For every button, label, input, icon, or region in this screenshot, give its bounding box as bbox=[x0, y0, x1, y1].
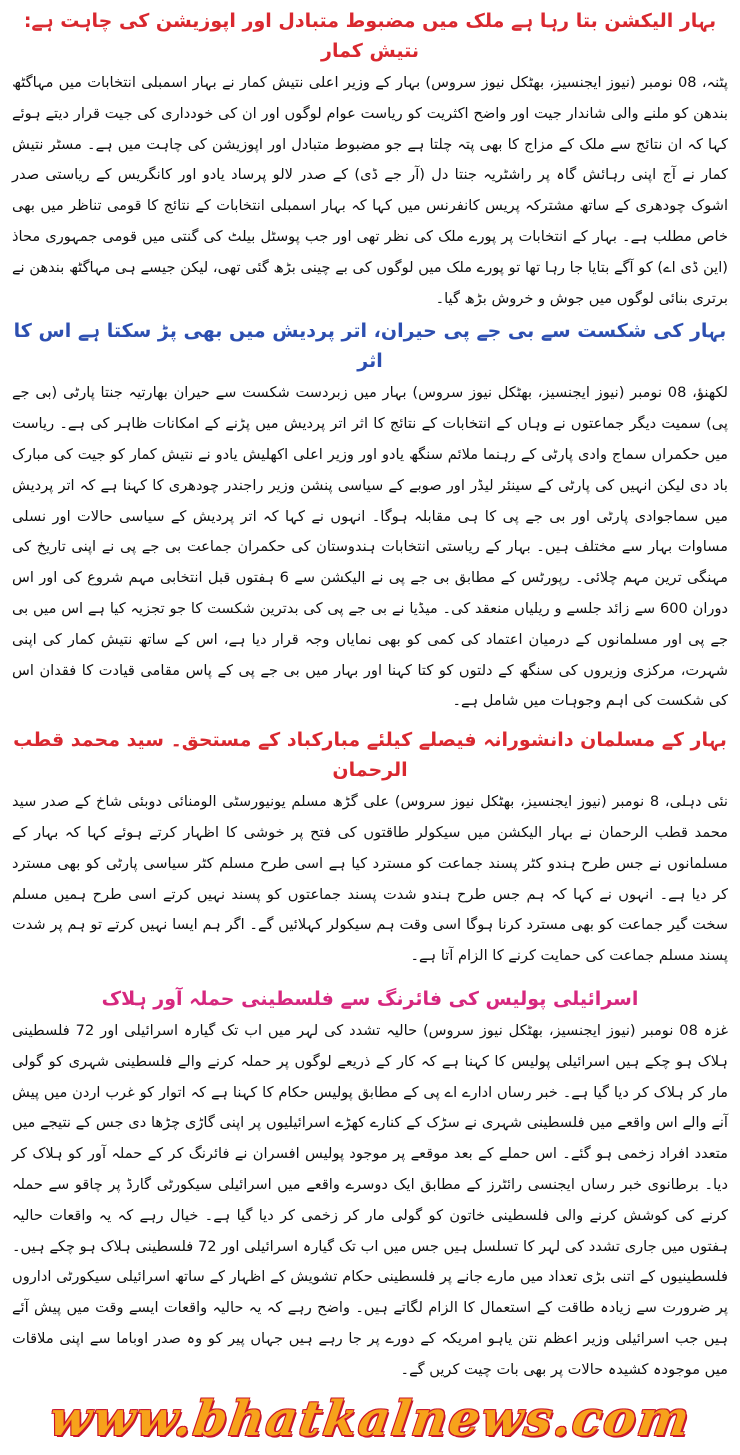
article-bihar-muslims bbox=[12, 725, 728, 972]
headline-bjp-defeat: بہار کی شکست سے بی جے پی حیران، اتر پردیش میں بھی پڑ سکتا ہے اس کا اثر bbox=[13, 320, 727, 373]
headline-bihar-election: بہار الیکشن بتا رہا ہے ملک میں مضبوط متبادل اور اپوزیشن کی چاہت ہے: نتیش کمار bbox=[23, 10, 717, 62]
article-bihar-election bbox=[12, 6, 728, 314]
headline-bihar-muslims: بہار کے مسلمان دانشورانہ فیصلے کیلئے مبارکباد کے مستحق۔ سید محمد قطب الرحمان bbox=[13, 729, 727, 782]
body-bihar-muslims: نئی دہلی، 8 نومبر (نیوز ایجنسیز، بھٹکل نیوز سروس) علی گڑھ مسلم یونیورسٹی الومنائی دوبئی شاخ کے صدر سید محمد قطب الرحمان نے بہار الیکشن میں سیکولر طاقتوں کی فتح پر خوشی کا اظہار کرتے ہوئے کہا کہ بہار کے مسلمانوں نے جس طرح ہندو کٹر پسند جماعت کو مسترد کیا ہے اسی طرح مسلم کٹر سیاسی پارٹی کو بھی مسترد کر دیا ہے۔ انہوں نے کہا کہ ہم جس طرح ہندو شدت پسند جماعتوں کو پسند نہیں کرتے اسی طرح ہمیں مسلم سخت گیر جماعت کو بھی مسترد کرنا ہوگا اسی وقت ہم سیکولر کہلائیں گے۔ اگر ہم ایسا نہیں کرتے تو ہم پر شدت پسند مسلم جماعت کی حمایت کرنے کا الزام آتا ہے۔ bbox=[12, 793, 728, 965]
body-israeli-police: غزہ 08 نومبر (نیوز ایجنسیز، بھٹکل نیوز سروس) حالیہ تشدد کی لہر میں اب تک گیارہ اسرائیلی اور 72 فلسطینی ہلاک ہو چکے ہیں اسرائیلی پولیس کا کہنا ہے کہ کار کے ذریعے لوگوں پر حملہ کرنے والے فلسطینی شہری کو گولی مار کر ہلاک کر دیا گیا ہے۔ خبر رساں ادارے اے پی کے مطابق پولیس حکام کا کہنا ہے کہ اتوار کو غرب اردن میں پیش آنے والے اس واقعے میں فلسطینی شہری نے سڑک کے کنارے کھڑے اسرائیلیوں پر اپنی گاڑی چڑھا دی جس کے نتیجے میں متعدد افراد زخمی ہو گئے۔ اس حملے کے بعد موقعے پر موجود پولیس افسران نے فائرنگ کر کے حملہ آور کو ہلاک کر دیا۔ برطانوی خبر رساں ایجنسی رائٹرز کے مطابق ایک دوسرے واقعے میں اسرائیلی سیکورٹی گارڈ پر چاقو سے حملہ کرنے کی کوشش کرنے والی فلسطینی خاتون کو گولی مار کر زخمی کر دیا گیا ہے۔ خیال رہے کہ یہ واقعات حالیہ ہفتوں میں جاری تشدد کی لہر کا تسلسل ہیں جس میں اب تک گیارہ اسرائیلی اور 72 فلسطینی ہلاک ہو چکے ہیں۔ فلسطینیوں کے اتنی بڑی تعداد میں مارے جانے پر فلسطینی حکام تشویش کے اظہار کے ساتھ اسرائیلی سیکورٹی اداروں پر ضرورت سے زیادہ طاقت کے استعمال کا الزام لگاتے ہیں۔ واضح رہے کہ یہ حالیہ واقعات ایسے وقت میں پیش آئے ہیں جب اسرائیلی وزیر اعظم نتن یاہو امریکہ کے دورے پر جا رہے ہیں جہاں پیر کو وہ صدر اوباما سے اپنی ملاقات میں موجودہ کشیدہ حالات پر بھی بات چیت کریں گے۔ bbox=[12, 1021, 729, 1378]
body-bihar-election: پٹنہ، 08 نومبر (نیوز ایجنسیز، بھٹکل نیوز سروس) بہار کے وزیر اعلی نتیش کمار نے بہار اسمبلی انتخابات میں مہاگٹھ بندھن کو ملنے والی شاندار جیت اور واضح اکثریت کو ریاست عوام لوگوں اور ان کی خودداری کی جیت قرار دیتے ہوئے کہا کہ ان نتائج سے ملک کے مزاج کا بھی پتہ چلتا ہے جو مضبوط متبادل اور اپوزیشن کی چاہت میں ہے۔ مسٹر نتیش کمار نے آج اپنی رہائش گاہ پر راشٹریہ جنتا دل (آر جے ڈی) کے صدر لالو پرساد یادو اور کانگریس کے ریاستی صدر اشوک چودھری کے ساتھ مشترکہ پریس کانفرنس میں کہا کہ بہار اسمبلی انتخابات کے نتائج کا قومی تناظر میں بھی خاص مطلب ہے۔ بہار کے انتخابات پر پورے ملک کی نظر تھی اور جب پوسٹل بیلٹ کی گنتی میں قومی جمہوری محاذ (این ڈی اے) کو آگے بتایا جا رہا تھا تو پورے ملک میں لوگوں کی بے چینی بڑھ گئی تھی، لیکن جیسے ہی مہاگٹھ بندھن نے برتری بنائی لوگوں میں جوش و خروش بڑھ گیا۔ bbox=[12, 74, 728, 307]
article-israeli-police bbox=[12, 984, 728, 1386]
website-logo-text: www.bhatkalnews.com bbox=[45, 1391, 695, 1447]
body-bjp-defeat: لکھنؤ، 08 نومبر (نیوز ایجنسیز، بھٹکل نیوز سروس) بہار میں زبردست شکست سے حیران بھارتیہ جنتا پارٹی (بی جے پی) سمیت دیگر جماعتوں نے وہاں کے انتخابات کے نتائج کا اثر اتر پردیش میں پڑنے کے امکانات ظاہر کی ہے۔ ریاست میں حکمراں سماج وادی پارٹی کے رہنما ملائم سنگھ یادو اور وزیر اعلی اکھلیش یادو نے نتیش کمار کو جیت کی مبارک باد دی لیکن انہیں کی پارٹی کے سینئر لیڈر اور صوبے کے سیاسی پنشن وزیر راجندر چودھری کا کہنا ہے کہ اتر پردیش میں سماجوادی پارٹی اور بی جے پی کا ہی مقابلہ ہوگا۔ انہوں نے کہا کہ اتر پردیش کے سیاسی حالات اور نسلی مساوات بہار سے مختلف ہیں۔ بہار کے ریاستی انتخابات ہندوستان کی حکمران جماعت بی جے پی نے اپنی تاریخ کی مہنگی ترین مہم چلائی۔ رپورٹس کے مطابق بی جے پی نے الیکشن سے 6 ہفتوں قبل انتخابی مہم شروع کی اور اس دوران 600 سے زائد جلسے و ریلیاں منعقد کی۔ میڈیا نے بی جے پی کی بدترین شکست کا جو تجزیہ کیا ہے اس میں بی جے پی اور مسلمانوں کے درمیان اعتماد کی کمی کو بھی نمایاں وجہ قرار دیا ہے، اس کے ساتھ نتیش کمار کی اپنی شہرت، مرکزی وزیروں کی سنگھ کے دلتوں کو کتا کہنا اور بہار میں بی جے پی کے پاس مقامی قیادت کا فقدان اس کی شکست کی اہم وجوہات میں شامل ہے۔ bbox=[12, 384, 728, 710]
headline-israeli-police: اسرائیلی پولیس کی فائرنگ سے فلسطینی حملہ آور ہلاک bbox=[101, 987, 639, 1010]
article-bjp-defeat bbox=[12, 316, 728, 717]
footer-website bbox=[0, 1391, 740, 1447]
